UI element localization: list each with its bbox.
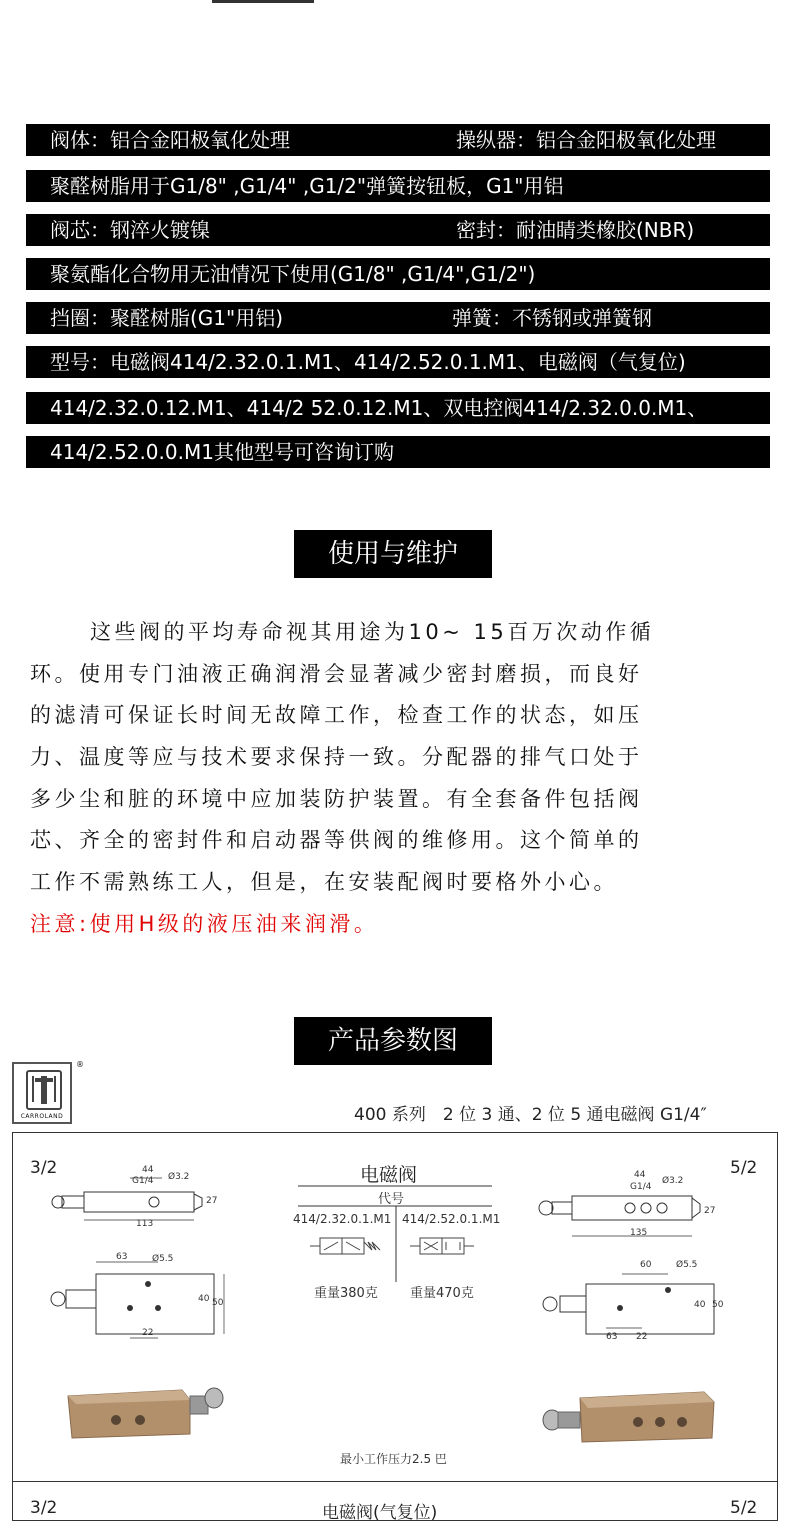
min-pressure: 最小工作压力2.5 巴	[340, 1452, 447, 1466]
dim-22: 22	[636, 1332, 648, 1342]
center-title: 电磁阀	[360, 1164, 418, 1186]
dim-32: Ø3.2	[662, 1176, 684, 1186]
usage-paragraph	[30, 612, 760, 946]
spec-left: 414/2.52.0.0.M1其他型号可咨询订购	[50, 440, 394, 464]
logo-mark-icon	[26, 1070, 62, 1110]
valve-5-2-photo	[538, 1380, 718, 1446]
dim-113: 113	[136, 1219, 154, 1229]
spec-left: 阀体：铝合金阳极氧化处理	[50, 128, 290, 152]
usage-line: 这些阀的平均寿命视其用途为10~ 15百万次动作循	[90, 620, 655, 644]
carroland-logo	[12, 1062, 72, 1124]
dim-50: 50	[212, 1298, 224, 1308]
usage-line: 力、温度等应与技术要求保持一致。分配器的排气口处于	[30, 745, 643, 770]
spec-row	[26, 392, 770, 424]
dim-40: 40	[198, 1294, 210, 1304]
weight-a: 重量380克	[314, 1286, 378, 1301]
spec-left: 型号：电磁阀414/2.32.0.1.M1、414/2.52.0.1.M1、电磁阀（气复位)	[50, 350, 686, 374]
next-center-title: 电磁阀(气复位)	[322, 1503, 438, 1523]
dim-g14: G1/4	[132, 1176, 154, 1186]
dim-63: 63	[116, 1252, 128, 1262]
usage-note: 注意:使用H级的液压油来润滑。	[30, 911, 379, 936]
weight-b: 重量470克	[410, 1286, 474, 1301]
spec-left: 挡圈：聚醛树脂(G1"用铝)	[50, 306, 284, 330]
logo-text: CARROLAND	[20, 1113, 64, 1120]
spec-row	[26, 302, 770, 334]
dim-27: 27	[704, 1206, 716, 1216]
model-a: 414/2.32.0.1.M1	[293, 1212, 392, 1226]
dim-22: 22	[142, 1328, 154, 1338]
spec-row	[26, 436, 770, 468]
right-type-label: 5/2	[730, 1158, 758, 1178]
next-left-label: 3/2	[30, 1498, 58, 1518]
dim-44: 44	[634, 1170, 646, 1180]
next-right-label: 5/2	[730, 1498, 758, 1518]
params-title: 产品参数图	[294, 1017, 492, 1065]
dim-40: 40	[694, 1300, 706, 1310]
usage-line: 多少尘和脏的环境中应加装防护装置。有全套备件包括阀	[30, 786, 643, 811]
spec-row	[26, 258, 770, 290]
model-b: 414/2.52.0.1.M1	[402, 1212, 501, 1226]
spec-row	[26, 124, 770, 156]
usage-title: 使用与维护	[294, 530, 492, 578]
spec-left: 414/2.32.0.12.M1、414/2 52.0.12.M1、双电控阀414/2.32.0.0.M1、	[50, 396, 708, 420]
symbol-3-2-icon	[302, 1232, 394, 1262]
spec-right: 弹簧：不锈钢或弹簧钢	[452, 306, 652, 330]
spec-left: 聚氨酯化合物用无油情况下使用(G1/8" ,G1/4",G1/2")	[50, 262, 536, 286]
spec-right: 密封：耐油睛类橡胶(NBR)	[456, 218, 695, 242]
dim-50: 50	[712, 1300, 724, 1310]
valve-3-2-photo	[62, 1376, 232, 1442]
dim-55: Ø5.5	[152, 1254, 174, 1264]
code-label: 代号	[378, 1192, 405, 1207]
dim-63: 63	[606, 1332, 618, 1342]
dim-g14: G1/4	[630, 1182, 652, 1192]
dim-135: 135	[630, 1228, 648, 1238]
spec-left: 聚醛树脂用于G1/8" ,G1/4" ,G1/2"弹簧按钮板，G1"用铝	[50, 174, 564, 198]
usage-line: 工作不需熟练工人，但是，在安装配阀时要格外小心。	[30, 870, 618, 895]
usage-line: 芯、齐全的密封件和启动器等供阀的维修用。这个简单的	[30, 828, 643, 853]
left-type-label: 3/2	[30, 1158, 58, 1178]
dim-27: 27	[206, 1196, 218, 1206]
usage-line: 环。使用专门油液正确润滑会显著减少密封磨损，而良好	[30, 661, 643, 686]
spec-right: 操纵器：铝合金阳极氧化处理	[456, 128, 716, 152]
series-title: 400 系列 2 位 3 通、2 位 5 通电磁阀 G1/4″	[354, 1105, 707, 1125]
spec-row	[26, 346, 770, 378]
valve-5-2-side-view	[536, 1266, 736, 1356]
spec-left: 阀芯：钢淬火镀镍	[50, 218, 210, 242]
dim-60: 60	[640, 1260, 652, 1270]
dim-32: Ø3.2	[168, 1172, 190, 1182]
spec-row	[26, 214, 770, 246]
dim-55: Ø5.5	[676, 1260, 698, 1270]
spec-row	[26, 170, 770, 202]
dim-44: 44	[142, 1165, 154, 1175]
top-divider	[212, 0, 314, 3]
symbol-5-2-icon	[402, 1232, 494, 1262]
usage-line: 的滤清可保证长时间无故障工作，检查工作的状态，如压	[30, 703, 643, 728]
registered-mark: ®	[76, 1060, 84, 1069]
